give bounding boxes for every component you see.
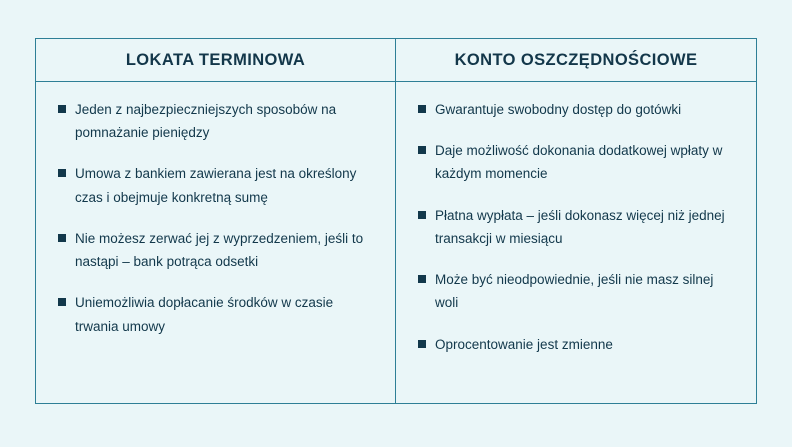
square-bullet-icon <box>58 298 66 306</box>
column-header-lokata-terminowa <box>36 39 396 81</box>
list-item <box>418 98 734 121</box>
list-item <box>58 98 373 144</box>
square-bullet-icon <box>418 105 426 113</box>
list-item-text: Może być nieodpowiednie, jeśli nie masz silnej woli <box>435 272 714 311</box>
list-item-text: Oprocentowanie jest zmienne <box>435 336 613 352</box>
square-bullet-icon <box>58 169 66 177</box>
column-header-konto-oszczednosciowe <box>396 39 756 81</box>
list-item-text: Daje możliwość dokonania dodatkowej wpłaty w każdym momencie <box>435 143 723 182</box>
table-body-row <box>36 82 756 403</box>
list-item <box>418 268 734 314</box>
list-item-text: Uniemożliwia dopłacanie środków w czasie trwania umowy <box>75 295 334 334</box>
list-item <box>418 204 734 250</box>
square-bullet-icon <box>418 275 426 283</box>
square-bullet-icon <box>418 211 426 219</box>
comparison-table <box>35 38 757 404</box>
list-item <box>58 227 373 273</box>
list-item-text: Nie możesz zerwać jej z wyprzedzeniem, jeśli to nastąpi – bank potrąca odsetki <box>75 230 364 270</box>
list-item <box>418 139 734 185</box>
square-bullet-icon <box>58 105 66 113</box>
list-item <box>418 333 734 356</box>
column-body-lokata-terminowa <box>36 82 396 403</box>
list-item <box>58 291 373 337</box>
list-item <box>58 162 373 208</box>
column-header-label: LOKATA TERMINOWA <box>125 50 306 69</box>
table-header-row <box>36 39 756 82</box>
list-item-text: Umowa z bankiem zawierana jest na określony czas i obejmuje konkretną sumę <box>75 166 357 205</box>
column-header-label: KONTO OSZCZĘDNOŚCIOWE <box>454 50 698 69</box>
list-item-text: Jeden z najbezpieczniejszych sposobów na pomnażanie pieniędzy <box>75 102 337 141</box>
square-bullet-icon <box>58 234 66 242</box>
column-body-konto-oszczednosciowe <box>396 82 756 403</box>
list-item-text: Płatna wypłata – jeśli dokonasz więcej niż jednej transakcji w miesiącu <box>435 207 725 246</box>
square-bullet-icon <box>418 146 426 154</box>
square-bullet-icon <box>418 340 426 348</box>
list-item-text: Gwarantuje swobodny dostęp do gotówki <box>435 102 682 117</box>
